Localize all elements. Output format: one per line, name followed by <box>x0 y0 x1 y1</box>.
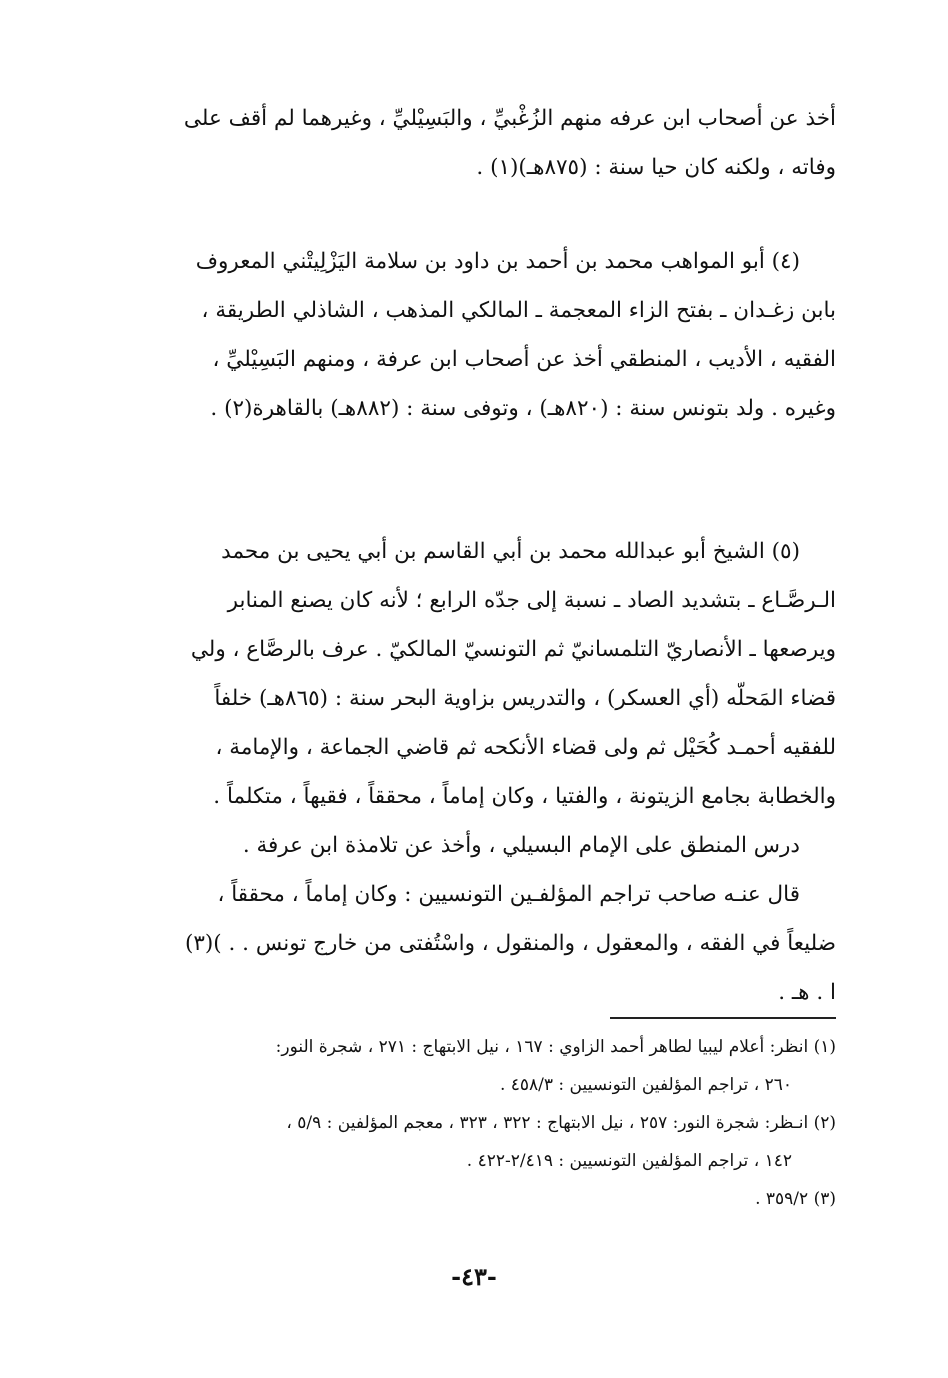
text-line: قضاء المَحلّه (أي العسكر) ، والتدريس بزاوية البحر سنة : (٨٦٥هـ) خلفاً <box>214 686 836 711</box>
text-line: ا . هـ . <box>778 980 836 1005</box>
footnote-3: (٣) ٣٥٩/٢ . <box>755 1189 836 1209</box>
text-line: درس المنطق على الإمام البسيلي ، وأخذ عن تلامذة ابن عرفة . <box>242 833 800 858</box>
footnotes <box>112 1028 836 1218</box>
text-line: (٤) أبو المواهب محمد بن أحمد بن داود بن سلامة اليَزْلِيتْني المعروف <box>195 249 800 274</box>
text-line: قال عنـه صاحب تراجم المؤلفـين التونسيين : وكان إماماً ، محققاً ، <box>217 882 800 907</box>
text-line: والخطابة بجامع الزيتونة ، والفتيا ، وكان إماماً ، محققاً ، فقيهاً ، متكلماً . <box>213 784 836 809</box>
footnote-1-continued: ٢٦٠ ، تراجم المؤلفين التونسيين : ٤٥٨/٣ . <box>499 1075 792 1095</box>
paragraph-1 <box>112 94 836 192</box>
text-line: بابن زغـدان ـ بفتح الزاء المعجمة ـ المالكي المذهب ، الشاذلي الطريقة ، <box>201 298 836 323</box>
text-line: ضليعاً في الفقه ، والمعقول ، والمنقول ، واسْتُفتى من خارج تونس . . )(٣) <box>184 931 836 956</box>
text-line: وفاته ، ولكنه كان حيا سنة : (٨٧٥هـ)(١) . <box>476 155 836 180</box>
text-line: للفقيه أحمـد كُحَيْل ثم ولى قضاء الأنكحه ثم قاضي الجماعة ، والإمامة ، <box>215 735 836 760</box>
text-line: (٥) الشيخ أبو عبدالله محمد بن أبي القاسم بن أبي يحيى بن محمد <box>221 539 800 564</box>
paragraph-3-biography <box>112 527 836 1017</box>
text-line: وغيره . ولد بتونس سنة : (٨٢٠هـ) ، وتوفى سنة : (٨٨٢هـ) بالقاهرة(٢) . <box>210 396 836 421</box>
text-line: الـرصَّـاع ـ بتشديد الصاد ـ نسبة إلى جدّه الرابع ؛ لأنه كان يصنع المنابر <box>227 588 836 613</box>
text-line: أخذ عن أصحاب ابن عرفه منهم الزُغْبيِّ ، والبَسِيْليِّ ، وغيرهما لم أقف على <box>183 106 836 131</box>
text-line: ويرصعها ـ الأنصاريّ التلمسانيّ ثم التونسيّ المالكيّ . عرف بالرصَّاع ، ولي <box>190 637 836 662</box>
footnote-2-continued: ١٤٢ ، تراجم المؤلفين التونسيين : ٢/٤١٩-٤٢٢ . <box>466 1151 792 1171</box>
text-line: الفقيه ، الأديب ، المنطقي أخذ عن أصحاب ابن عرفة ، ومنهم البَسِيْليِّ ، <box>212 347 836 372</box>
page-number: -٤٣- <box>451 1262 497 1291</box>
footnote-2: (٢) انـظر: شجرة النور: ٢٥٧ ، نيل الابتهاج : ٣٢٢ ، ٣٢٣ ، معجم المؤلفين : ٥/٩ ، <box>286 1113 836 1133</box>
footnote-divider <box>610 1017 836 1019</box>
paragraph-2-biography <box>112 237 836 433</box>
footnote-1: (١) انظر: أعلام ليبيا لطاهر أحمد الزاوي : ١٦٧ ، نيل الابتهاج : ٢٧١ ، شجرة النور: <box>275 1037 836 1057</box>
